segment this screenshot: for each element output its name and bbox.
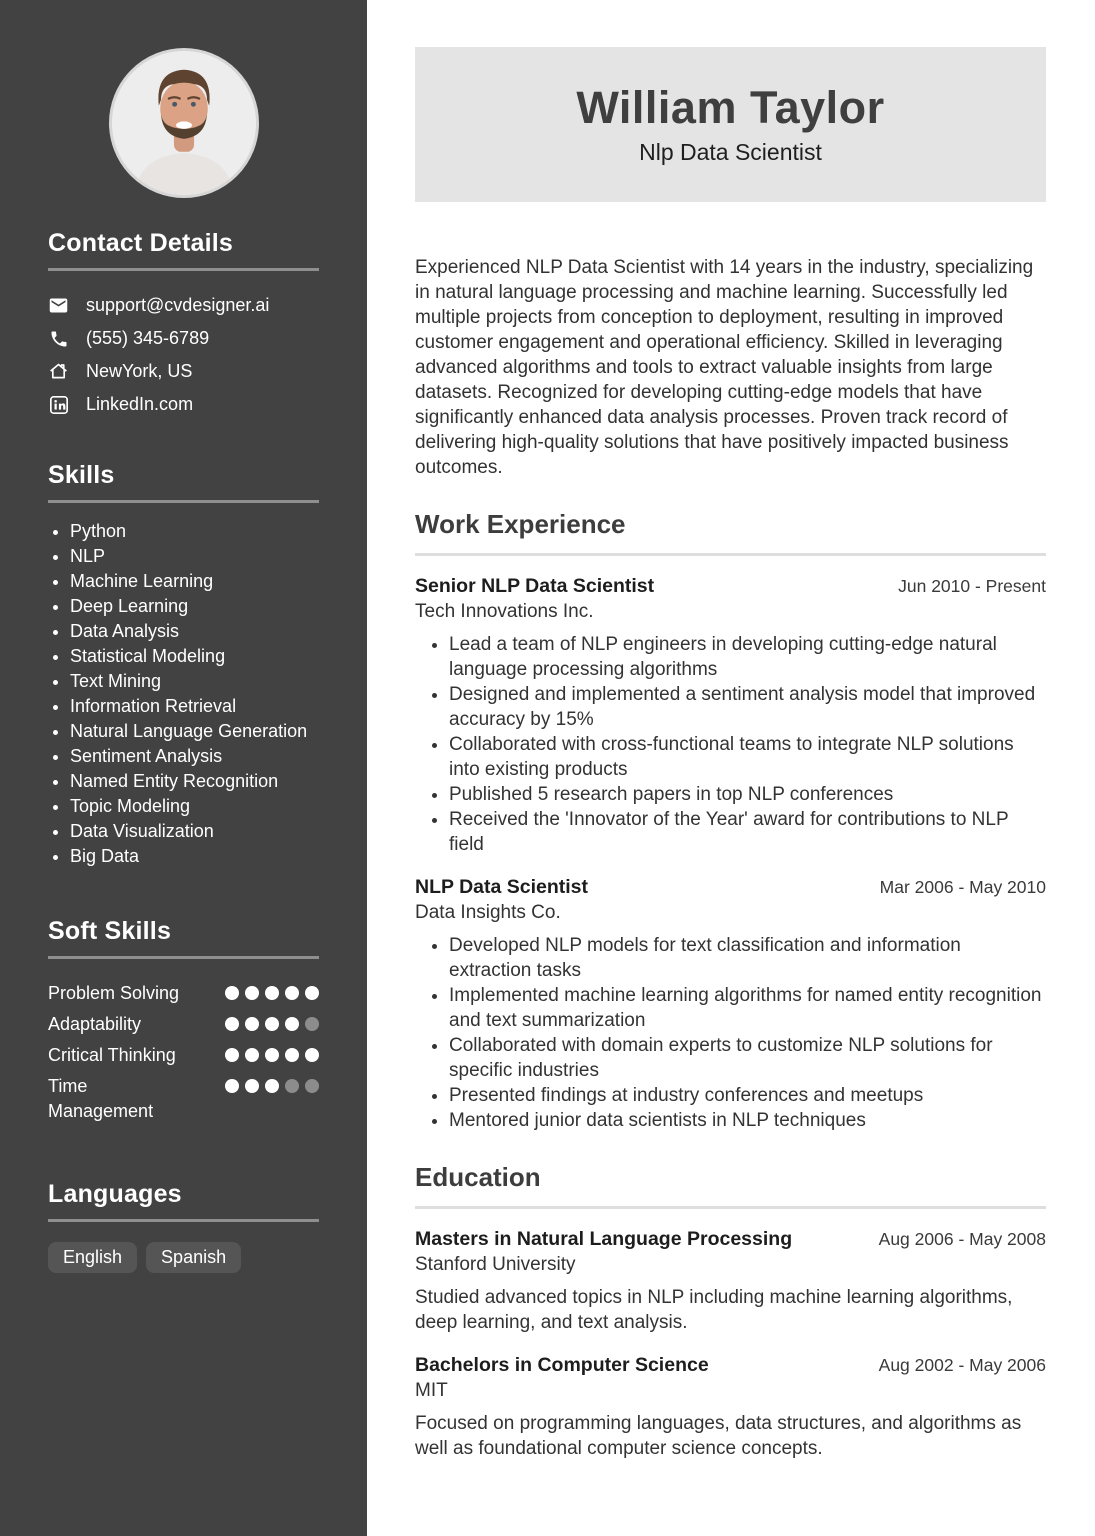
languages-list <box>48 1242 319 1273</box>
bullet-item: • Mentored junior data scientists in NLP techniques <box>449 1108 1046 1133</box>
job-role: NLP Data Scientist <box>415 876 589 898</box>
rating-dot-filled <box>305 1048 319 1062</box>
education-dates: Aug 2002 - May 2006 <box>878 1355 1046 1375</box>
rating-dots <box>225 1012 319 1031</box>
job-header-row <box>415 876 1046 899</box>
contact-text: LinkedIn.com <box>86 394 194 414</box>
contact-section <box>48 229 319 415</box>
education-list <box>415 1228 1046 1461</box>
job-header-row <box>415 575 1046 598</box>
skill-item: • Natural Language Generation <box>70 719 319 744</box>
contact-section-title: Contact Details <box>48 229 233 257</box>
soft-skill-row <box>48 1012 319 1037</box>
bullet-item: • Collaborated with cross-functional teams to integrate NLP solutions into existing products <box>449 732 1046 782</box>
rating-dot-filled <box>265 1048 279 1062</box>
education-dates: Aug 2006 - May 2008 <box>878 1229 1046 1249</box>
sidebar <box>0 0 367 1536</box>
job-dates: Mar 2006 - May 2010 <box>879 877 1046 897</box>
bullet-item: • Developed NLP models for text classification and information extraction tasks <box>449 933 1046 983</box>
header-banner <box>415 47 1046 202</box>
soft-skill-label: Time Management <box>48 1076 154 1121</box>
bullet-item: • Received the 'Innovator of the Year' award for contributions to NLP field <box>449 807 1046 857</box>
soft-skills-section-title: Soft Skills <box>48 917 172 945</box>
education-description: Focused on programming languages, data structures, and algorithms as well as foundational computer science concepts. <box>415 1413 1022 1459</box>
education-entry <box>415 1228 1046 1335</box>
bullet-item: • Presented findings at industry conferences and meetups <box>449 1083 1046 1108</box>
job-entry <box>415 575 1046 857</box>
rating-dot-filled <box>225 1079 239 1093</box>
rating-dot-filled <box>245 1079 259 1093</box>
skill-item: • Information Retrieval <box>70 694 319 719</box>
job-dates: Jun 2010 - Present <box>898 576 1046 596</box>
languages-section-title: Languages <box>48 1180 182 1208</box>
work-experience-title: Work Experience <box>415 509 626 539</box>
section-divider <box>48 1219 319 1222</box>
education-degree: Bachelors in Computer Science <box>415 1354 709 1376</box>
email-icon <box>48 295 69 316</box>
rating-dot-filled <box>225 1017 239 1031</box>
bullet-item: • Designed and implemented a sentiment analysis model that improved accuracy by 15% <box>449 682 1046 732</box>
skill-item: • Big Data <box>70 844 319 869</box>
avatar-illustration <box>112 51 256 195</box>
section-divider <box>415 1206 1046 1209</box>
skill-item: • Machine Learning <box>70 569 319 594</box>
skill-item: • Statistical Modeling <box>70 644 319 669</box>
bullet-item: • Collaborated with domain experts to customize NLP solutions for specific industries <box>449 1033 1046 1083</box>
education-school: Stanford University <box>415 1254 576 1275</box>
job-company: Tech Innovations Inc. <box>415 601 594 622</box>
rating-dot-filled <box>245 1017 259 1031</box>
section-divider <box>48 956 319 959</box>
rating-dots <box>225 1074 319 1093</box>
bullet-item: • Lead a team of NLP engineers in developing cutting-edge natural language processing algorithms <box>449 632 1046 682</box>
rating-dots <box>225 981 319 1000</box>
candidate-job-title: Nlp Data Scientist <box>639 139 822 165</box>
job-company: Data Insights Co. <box>415 902 561 923</box>
contact-item <box>48 295 319 316</box>
skill-item: • Python <box>70 519 319 544</box>
skill-item: • Sentiment Analysis <box>70 744 319 769</box>
skill-item: • Topic Modeling <box>70 794 319 819</box>
soft-skill-row <box>48 981 319 1006</box>
skill-item: • Deep Learning <box>70 594 319 619</box>
education-title: Education <box>415 1162 541 1192</box>
education-description: Studied advanced topics in NLP including machine learning algorithms, deep learning, and text analysis. <box>415 1287 1013 1333</box>
contact-item <box>48 328 319 349</box>
section-divider <box>48 268 319 271</box>
rating-dot-filled <box>285 1017 299 1031</box>
rating-dot-filled <box>285 1048 299 1062</box>
rating-dot-filled <box>225 986 239 1000</box>
rating-dot-filled <box>265 986 279 1000</box>
rating-dot-filled <box>225 1048 239 1062</box>
language-pill: Spanish <box>146 1242 241 1273</box>
section-divider <box>48 500 319 503</box>
contact-item <box>48 361 319 382</box>
soft-skill-row <box>48 1043 319 1068</box>
soft-skills-section <box>48 917 319 1124</box>
rating-dot-filled <box>265 1017 279 1031</box>
soft-skill-label: Critical Thinking <box>48 1045 176 1065</box>
education-section <box>415 1162 1046 1461</box>
job-bullets <box>415 933 1046 1133</box>
candidate-name: William Taylor <box>576 82 885 133</box>
skill-item: • NLP <box>70 544 319 569</box>
rating-dots <box>225 1043 319 1062</box>
job-list <box>415 575 1046 1133</box>
education-degree: Masters in Natural Language Processing <box>415 1228 793 1250</box>
education-entry <box>415 1354 1046 1461</box>
skill-item: • Named Entity Recognition <box>70 769 319 794</box>
bullet-item: • Published 5 research papers in top NLP conferences <box>449 782 1046 807</box>
skills-section <box>48 461 319 869</box>
soft-skill-row <box>48 1074 319 1124</box>
education-header-row <box>415 1228 1046 1251</box>
contact-list <box>48 295 319 415</box>
education-header-row <box>415 1354 1046 1377</box>
contact-text: (555) 345-6789 <box>86 328 210 348</box>
rating-dot-filled <box>265 1079 279 1093</box>
rating-dot-empty <box>285 1079 299 1093</box>
summary-paragraph: Experienced NLP Data Scientist with 14 years in the industry, specializing in natural language processing and machine learning. Successfully led multiple projects from conception to deployment, resulting in improved customer engagement and operational efficiency. Skilled in leveraging advanced algorithms and tools to extract valuable insights from large datasets. Recognized for developing cutting-edge models that have significantly enhanced data analysis processes. Proven track record of delivering high-quality solutions that have positively impacted business outcomes. <box>415 257 1034 478</box>
education-school: MIT <box>415 1380 448 1401</box>
soft-skill-label: Adaptability <box>48 1014 142 1034</box>
skill-item: • Text Mining <box>70 669 319 694</box>
main-content <box>367 0 1095 1501</box>
soft-skills-list <box>48 981 319 1124</box>
job-role: Senior NLP Data Scientist <box>415 575 655 597</box>
contact-text: support@cvdesigner.ai <box>86 295 270 315</box>
bullet-item: • Implemented machine learning algorithms for named entity recognition and text summarization <box>449 983 1046 1033</box>
rating-dot-empty <box>305 1017 319 1031</box>
skill-item: • Data Analysis <box>70 619 319 644</box>
skills-section-title: Skills <box>48 461 115 489</box>
contact-text: NewYork, US <box>86 361 193 381</box>
avatar <box>109 48 259 198</box>
job-bullets <box>415 632 1046 857</box>
skill-item: • Data Visualization <box>70 819 319 844</box>
linkedin-icon <box>48 394 69 415</box>
rating-dot-empty <box>305 1079 319 1093</box>
skills-list <box>48 519 319 869</box>
languages-section <box>48 1180 319 1273</box>
rating-dot-filled <box>285 986 299 1000</box>
home-icon <box>48 361 69 382</box>
language-pill: English <box>48 1242 137 1273</box>
rating-dot-filled <box>245 986 259 1000</box>
rating-dot-filled <box>245 1048 259 1062</box>
rating-dot-filled <box>305 986 319 1000</box>
phone-icon <box>48 328 69 349</box>
work-experience-section <box>415 509 1046 1133</box>
soft-skill-label: Problem Solving <box>48 983 180 1003</box>
section-divider <box>415 553 1046 556</box>
job-entry <box>415 876 1046 1133</box>
contact-item <box>48 394 319 415</box>
